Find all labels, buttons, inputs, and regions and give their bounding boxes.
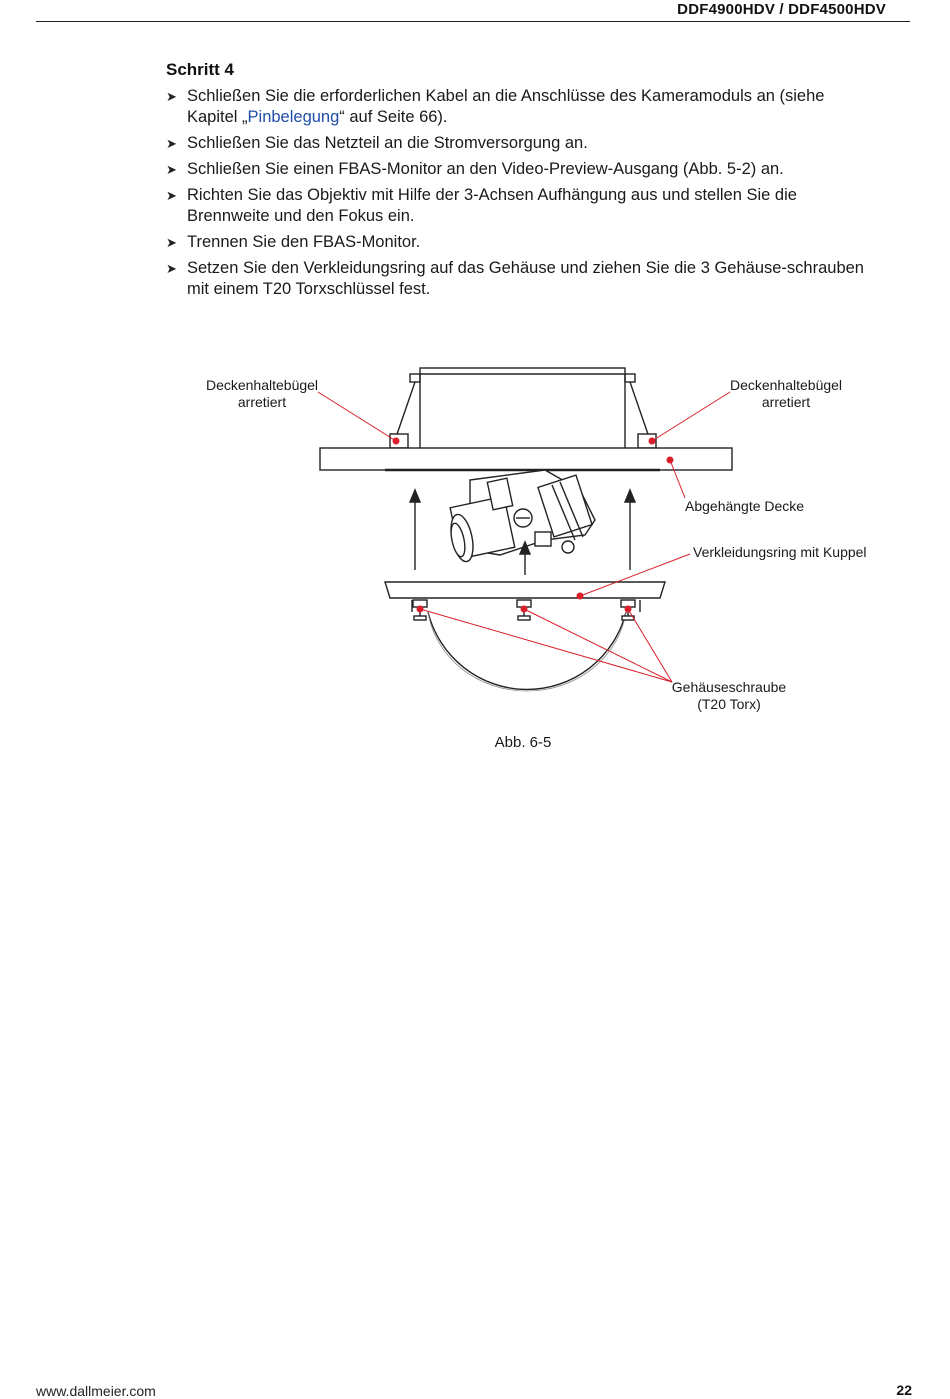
arrow-bullet-icon: ➤ [166,235,177,250]
step-item [166,159,866,180]
arrow-bullet-icon: ➤ [166,261,177,276]
arrow-bullet-icon: ➤ [166,162,177,177]
figure-caption: Abb. 6-5 [494,734,552,751]
arrow-bullet-icon: ➤ [166,188,177,203]
trim-ring-with-dome [385,582,665,691]
step-item [166,133,866,154]
step-item [166,185,866,227]
step-text: Schließen Sie einen FBAS-Monitor an den Video-Preview-Ausgang (Abb. 5-2) an. [187,160,784,178]
callout-right-line2: arretiert [761,394,811,410]
pinbelegung-link[interactable]: Pinbelegung [247,108,340,126]
callout-ring: Verkleidungsring mit Kuppel [693,544,867,560]
step-item [166,232,866,253]
step-text: Schließen Sie die erforderlichen Kabel an die Anschlüsse des Kameramoduls an (siehe Kapitel „ [187,87,825,126]
callout-ceiling: Abgehängte Decke [685,498,805,514]
step-text: Richten Sie das Objektiv mit Hilfe der 3-Achsen Aufhängung aus und stellen Sie die Brennweite und den Fokus ein. [187,186,797,225]
camera-mounting-diagram [0,350,950,770]
document-header-title: DDF4900HDV / DDF4500HDV [677,1,886,18]
step-text: Trennen Sie den FBAS-Monitor. [187,233,421,251]
header-divider [36,21,910,22]
step-list [166,86,866,305]
step-text-tail: “ auf Seite 66). [339,108,448,126]
arrow-bullet-icon: ➤ [166,89,177,104]
page-number: 22 [896,1382,912,1398]
callout-screw-line1: Gehäuseschraube [671,679,787,695]
step-item [166,258,866,300]
footer-url: www.dallmeier.com [36,1383,156,1399]
callout-right-line1: Deckenhaltebügel [729,377,843,393]
step-title: Schritt 4 [166,60,235,79]
callout-screw-line2: (T20 Torx) [697,696,761,712]
callout-left-line2: arretiert [237,394,287,410]
arrow-bullet-icon: ➤ [166,136,177,151]
step-text: Setzen Sie den Verkleidungsring auf das Gehäuse und ziehen Sie die 3 Gehäuse-schrauben mit einem T20 Torxschlüssel fest. [187,259,864,298]
step-text: Schließen Sie das Netzteil an die Stromversorgung an. [187,134,588,152]
step-item [166,86,866,128]
callout-left-line1: Deckenhaltebügel [205,377,319,393]
